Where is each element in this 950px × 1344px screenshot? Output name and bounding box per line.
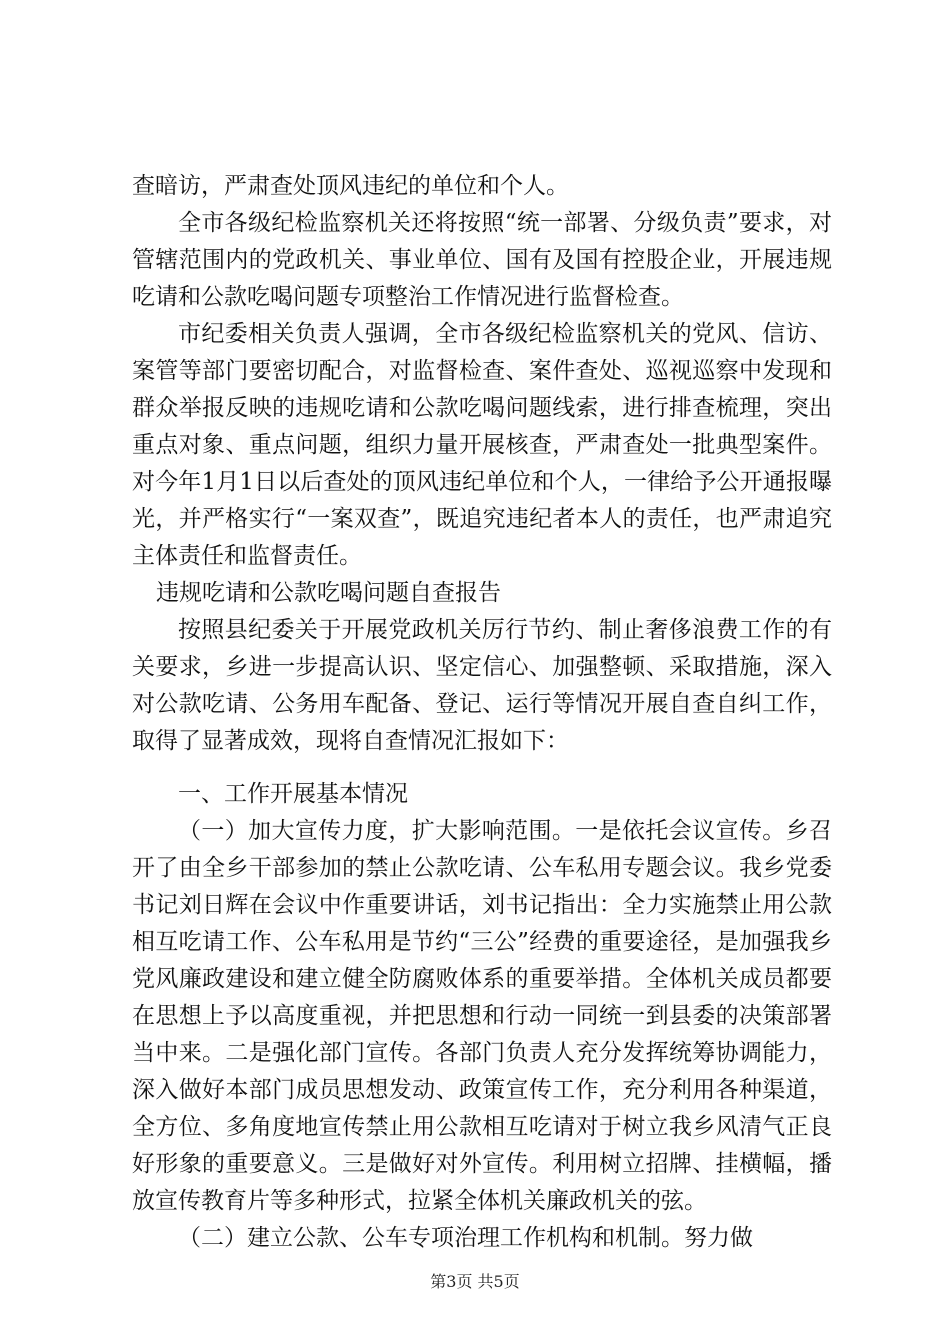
paragraph-supervision: 全市各级纪检监察机关还将按照“统一部署、分级负责”要求，对管辖范围内的党政机关、事业单位、国有及国有控股企业，开展违规吃请和公款吃喝问题专项整治工作情况进行监督检查。 <box>132 210 832 310</box>
page-number: 第3页 共5页 <box>430 1272 520 1291</box>
report-title: 违规吃请和公款吃喝问题自查报告 <box>156 580 501 606</box>
paragraph-mechanism: （二）建立公款、公车专项治理工作机构和机制。努力做 <box>178 1225 753 1251</box>
paragraph-commission-statement: 市纪委相关负责人强调，全市各级纪检监察机关的党风、信访、案管等部门要密切配合，对监督检查、案件查处、巡视巡察中发现和群众举报反映的违规吃请和公款吃喝问题线索，进行排查梳理，突出重点对象、重点问题，组织力量开展核查，严肃查处一批典型案件。对今年1月1日以后查处的顶风违纪单位和个人，一律给予公开通报曝光，并严格实行“一案双查”，既追究违纪者本人的责任，也严肃追究主体责任和监督责任。 <box>132 321 832 569</box>
paragraph-continuation: 查暗访，严肃查处顶风违纪的单位和个人。 <box>132 173 569 199</box>
paragraph-publicity: （一）加大宣传力度，扩大影响范围。一是依托会议宣传。乡召开了由全乡干部参加的禁止公款吃请、公车私用专题会议。我乡党委书记刘日辉在会议中作重要讲话，刘书记指出：全力实施禁止用公款相互吃请工作、公车私用是节约“三公”经费的重要途径，是加强我乡党风廉政建设和建立健全防腐败体系的重要举措。全体机关成员都要在思想上予以高度重视，并把思想和行动一同统一到县委的决策部署当中来。二是强化部门宣传。各部门负责人充分发挥统筹协调能力，深入做好本部门成员思想发动、政策宣传工作，充分利用各种渠道，全方位、多角度地宣传禁止用公款相互吃请对于树立我乡风清气正良好形象的重要意义。三是做好对外宣传。利用树立招牌、挂横幅，播放宣传教育片等多种形式，拉紧全体机关廉政机关的弦。 <box>132 818 832 1214</box>
document-body <box>132 168 832 1257</box>
section-heading: 一、工作开展基本情况 <box>178 781 408 807</box>
paragraph-report-intro: 按照县纪委关于开展党政机关厉行节约、制止奢侈浪费工作的有关要求，乡进一步提高认识、坚定信心、加强整顿、采取措施，深入对公款吃请、公务用车配备、登记、运行等情况开展自查自纠工作，取得了显著成效，现将自查情况汇报如下： <box>132 617 832 754</box>
